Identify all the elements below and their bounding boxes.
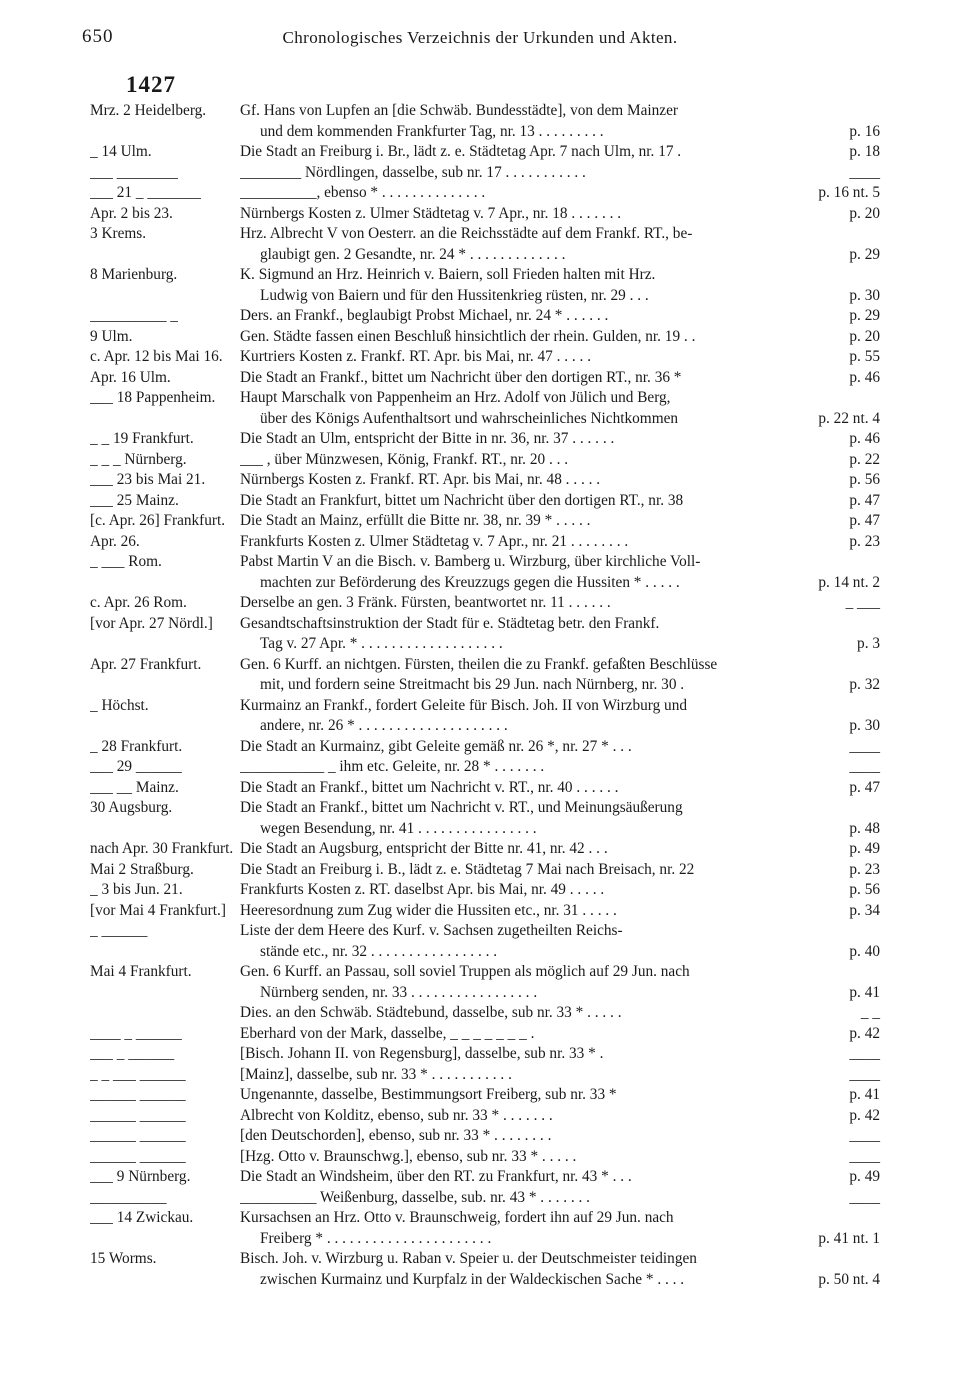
entry-text: zwischen Kurmainz und Kurpfalz in der Waldeckischen Sache * . . . . — [260, 1270, 685, 1288]
entry-text: machten zur Beförderung des Kreuzzugs gegen die Hussiten * . . . . . — [260, 573, 680, 591]
entry-line — [90, 757, 880, 778]
entry-text: und dem kommenden Frankfurter Tag, nr. 13 . . . . . . . . . — [260, 122, 604, 140]
entry-line — [90, 1208, 880, 1229]
entry-page-ref: p. 23 — [849, 860, 880, 878]
entry-text: Die Stadt an Frankf., bittet um Nachricht v. RT., nr. 40 . . . . . . — [240, 778, 619, 796]
entry-list — [90, 101, 880, 1290]
entry-page-ref: p. 49 — [849, 1168, 880, 1185]
entry-text: über des Königs Aufenthaltsort und wahrscheinliches Nichtkommen — [260, 409, 679, 427]
running-header — [0, 26, 960, 52]
entry-date-place: Apr. 26. — [90, 532, 140, 550]
entry-page-ref: p. 29 — [849, 245, 880, 263]
entry-line — [90, 1167, 880, 1188]
entry-date-place: ___ 29 ______ — [90, 758, 182, 775]
entry-line — [90, 224, 880, 245]
entry-date-place: ___ 18 Pappenheim. — [90, 389, 216, 406]
entry-page-ref: p. 18 — [849, 143, 880, 160]
entry-line — [90, 614, 880, 635]
entry-text: Haupt Marschalk von Pappenheim an Hrz. Adolf von Jülich und Berg, — [240, 389, 671, 406]
entry-page-ref: ____ — [849, 1147, 880, 1165]
entry-page-ref: p. 42 — [849, 1106, 880, 1124]
entry-text: Die Stadt an Frankf., bittet um Nachricht v. RT., und Meinungsäußerung — [240, 799, 683, 816]
entry-date-place: [vor Apr. 27 Nördl.] — [90, 614, 213, 632]
entry-date-place: 15 Worms. — [90, 1250, 157, 1267]
entry-line — [90, 1065, 880, 1086]
entry-text: [Hzg. Otto v. Braunschwg.], ebenso, sub nr. 33 * . . . . . — [240, 1147, 577, 1165]
entry-page-ref: p. 29 — [849, 307, 880, 324]
entry-text: Dies. an den Schwäb. Städtebund, dasselbe, sub nr. 33 * . . . . . — [240, 1004, 622, 1021]
entry-date-place: 8 Marienburg. — [90, 266, 178, 283]
entry-page-ref: ____ — [849, 1188, 880, 1206]
entry-line — [90, 1106, 880, 1127]
entry-line — [90, 1188, 880, 1209]
entry-text: Die Stadt an Mainz, erfüllt die Bitte nr. 38, nr. 39 * . . . . . — [240, 512, 591, 529]
entry-page-ref: ____ — [849, 737, 880, 755]
entry-line — [90, 265, 880, 286]
entry-text: Die Stadt an Frankfurt, bittet um Nachricht über den dortigen RT., nr. 38 — [240, 491, 684, 509]
entry-date-place: ___ 25 Mainz. — [90, 491, 179, 509]
entry-text: __________, ebenso * . . . . . . . . . . . . . . — [240, 184, 486, 201]
entry-text: wegen Besendung, nr. 41 . . . . . . . . . . . . . . . . — [260, 819, 537, 837]
entry-date-place: c. Apr. 12 bis Mai 16. — [90, 348, 223, 365]
entry-text: Die Stadt an Freiburg i. Br., lädt z. e. Städtetag Apr. 7 nach Ulm, nr. 17 . — [240, 143, 682, 160]
entry-line — [90, 163, 880, 184]
entry-page-ref: ____ — [849, 758, 880, 775]
entry-date-place: __________ _ — [90, 307, 178, 324]
entry-line — [90, 737, 880, 758]
entry-date-place: Mai 4 Frankfurt. — [90, 963, 192, 980]
entry-page-ref: p. 47 — [849, 512, 880, 529]
entry-line — [90, 962, 880, 983]
entry-page-ref: p. 40 — [849, 942, 880, 960]
entry-text: glaubigt gen. 2 Gesandte, nr. 24 * . . . . . . . . . . . . . — [260, 245, 566, 263]
entry-date-place: Apr. 27 Frankfurt. — [90, 655, 202, 673]
entry-text: [Bisch. Johann II. von Regensburg], dasselbe, sub nr. 33 * . — [240, 1045, 604, 1062]
entry-page-ref: p. 47 — [849, 491, 880, 509]
entry-line — [90, 552, 880, 573]
entry-text: Bisch. Joh. v. Wirzburg u. Raban v. Speier u. der Deutschmeister teidingen — [240, 1250, 697, 1267]
entry-line — [90, 696, 880, 717]
entry-page-ref: p. 56 — [849, 881, 880, 898]
entry-page-ref: _ _ — [860, 1004, 880, 1021]
entry-page-ref: ____ — [849, 1045, 880, 1062]
entry-text: mit, und fordern seine Streitmacht bis 29 Jun. nach Nürnberg, nr. 30 . — [260, 676, 685, 693]
entry-text: Liste der dem Heere des Kurf. v. Sachsen zugetheilten Reichs- — [240, 922, 623, 939]
entry-line — [90, 593, 880, 614]
entry-page-ref: p. 41 — [849, 983, 880, 1001]
entry-page-ref: p. 46 — [849, 430, 880, 447]
entry-text: andere, nr. 26 * . . . . . . . . . . . . . . . . . . . . — [260, 717, 508, 734]
entry-page-ref: p. 42 — [849, 1024, 880, 1042]
entry-line — [90, 142, 880, 163]
page-number: 650 — [82, 26, 114, 47]
entry-date-place: ___ _ ______ — [90, 1045, 175, 1062]
entry-line — [90, 470, 880, 491]
entry-date-place: Apr. 2 bis 23. — [90, 204, 173, 222]
entry-text: Die Stadt an Augsburg, entspricht der Bitte nr. 41, nr. 42 . . . — [240, 840, 608, 857]
entry-date-place: Mai 2 Straßburg. — [90, 860, 194, 878]
entry-date-place: Apr. 16 Ulm. — [90, 368, 171, 386]
entry-continuation-line — [90, 716, 880, 737]
entry-text: Gen. Städte fassen einen Beschluß hinsichtlich der rhein. Gulden, nr. 19 . . — [240, 327, 696, 345]
entry-text: Frankfurts Kosten z. RT. daselbst Apr. bis Mai, nr. 49 . . . . . — [240, 881, 605, 898]
entry-continuation-line — [90, 245, 880, 266]
entry-continuation-line — [90, 573, 880, 594]
entry-text: Ungenannte, dasselbe, Bestimmungsort Freiberg, sub nr. 33 * — [240, 1086, 617, 1103]
year-heading: 1427 — [126, 72, 176, 97]
entry-text: K. Sigmund an Hrz. Heinrich v. Baiern, soll Frieden halten mit Hrz. — [240, 266, 656, 283]
entry-page-ref: p. 3 — [857, 635, 880, 652]
entry-page-ref: ____ — [849, 1065, 880, 1083]
entry-page-ref: p. 56 — [849, 471, 880, 488]
entry-page-ref: p. 22 nt. 4 — [818, 409, 880, 427]
entry-continuation-line — [90, 983, 880, 1004]
entry-date-place: 30 Augsburg. — [90, 799, 173, 816]
entry-line — [90, 429, 880, 450]
entry-continuation-line — [90, 286, 880, 307]
entry-text: Nürnberg senden, nr. 33 . . . . . . . . . . . . . . . . . — [260, 983, 538, 1001]
entry-text: Die Stadt an Frankf., bittet um Nachricht über den dortigen RT., nr. 36 * — [240, 368, 682, 386]
entry-line — [90, 368, 880, 389]
entry-page-ref: p. 46 — [849, 368, 880, 386]
entry-line — [90, 798, 880, 819]
entry-date-place: ______ ______ — [90, 1086, 186, 1103]
entry-line — [90, 860, 880, 881]
entry-page-ref: p. 47 — [849, 778, 880, 796]
entry-date-place: ___ 21 _ _______ — [90, 184, 201, 201]
entry-text: [Mainz], dasselbe, sub nr. 33 * . . . . . . . . . . . — [240, 1065, 512, 1083]
entry-text: Albrecht von Kolditz, ebenso, sub nr. 33 * . . . . . . . — [240, 1106, 553, 1124]
entry-date-place: nach Apr. 30 Frankfurt. — [90, 840, 234, 857]
entry-continuation-line — [90, 819, 880, 840]
entry-date-place: Mrz. 2 Heidelberg. — [90, 102, 207, 119]
entry-text: Hrz. Albrecht V von Oesterr. an die Reichsstädte auf dem Frankf. RT., be- — [240, 225, 693, 242]
entry-line — [90, 183, 880, 204]
entry-text: Ders. an Frankf., beglaubigt Probst Michael, nr. 24 * . . . . . . — [240, 307, 609, 324]
entry-text: Freiberg * . . . . . . . . . . . . . . . . . . . . . . — [260, 1229, 492, 1247]
entry-page-ref: p. 49 — [849, 840, 880, 857]
entry-date-place: ____ _ ______ — [90, 1024, 182, 1042]
entry-date-place: ___ __ Mainz. — [90, 778, 179, 796]
entry-text: Gf. Hans von Lupfen an [die Schwäb. Bundesstädte], von dem Mainzer — [240, 102, 678, 119]
entry-text: Nürnbergs Kosten z. Ulmer Städtetag v. 7 Apr., nr. 18 . . . . . . . — [240, 204, 622, 222]
entry-continuation-line — [90, 942, 880, 963]
entry-text: ___________ _ ihm etc. Geleite, nr. 28 * . . . . . . . — [240, 758, 545, 775]
entry-page-ref: p. 23 — [849, 532, 880, 550]
entry-page-ref: p. 20 — [849, 327, 880, 345]
entry-date-place: ___ ________ — [90, 163, 178, 181]
entry-continuation-line — [90, 409, 880, 430]
entry-continuation-line — [90, 634, 880, 655]
entry-text: Derselbe an gen. 3 Fränk. Fürsten, beantwortet nr. 11 . . . . . . — [240, 594, 611, 611]
entry-line — [90, 901, 880, 922]
entry-line — [90, 655, 880, 676]
entry-page-ref: p. 30 — [849, 286, 880, 304]
entry-line — [90, 921, 880, 942]
entry-date-place: __________ — [90, 1188, 167, 1206]
entry-line — [90, 1003, 880, 1024]
entry-date-place: [c. Apr. 26] Frankfurt. — [90, 512, 226, 529]
entry-page-ref: p. 30 — [849, 717, 880, 734]
entry-continuation-line — [90, 1270, 880, 1291]
entry-line — [90, 1147, 880, 1168]
entry-text: __________ Weißenburg, dasselbe, sub. nr. 43 * . . . . . . . — [240, 1188, 591, 1206]
entry-date-place: [vor Mai 4 Frankfurt.] — [90, 901, 226, 919]
entry-line — [90, 101, 880, 122]
entry-line — [90, 1249, 880, 1270]
entry-page-ref: ____ — [849, 1127, 880, 1144]
entry-continuation-line — [90, 1229, 880, 1250]
entry-date-place: 3 Krems. — [90, 225, 147, 242]
entry-date-place: _ ______ — [90, 922, 148, 939]
entry-page-ref: p. 16 nt. 5 — [818, 184, 880, 201]
entry-date-place: ___ 9 Nürnberg. — [90, 1168, 191, 1185]
entry-text: Kurmainz an Frankf., fordert Geleite für Bisch. Joh. II von Wirzburg und — [240, 696, 687, 714]
entry-date-place: 9 Ulm. — [90, 327, 133, 345]
entry-text: Kurtriers Kosten z. Frankf. RT. Apr. bis Mai, nr. 47 . . . . . — [240, 348, 592, 365]
entry-date-place: ___ 23 bis Mai 21. — [90, 471, 206, 488]
entry-date-place: ______ ______ — [90, 1147, 186, 1165]
entry-text: Die Stadt an Ulm, entspricht der Bitte in nr. 36, nr. 37 . . . . . . — [240, 430, 615, 447]
entry-text: Kursachsen an Hrz. Otto v. Braunschweig, fordert ihn auf 29 Jun. nach — [240, 1209, 674, 1226]
running-title: Chronologisches Verzeichnis der Urkunden und Akten. — [282, 28, 678, 47]
entry-line — [90, 388, 880, 409]
entry-date-place: c. Apr. 26 Rom. — [90, 594, 187, 611]
entry-date-place: _ 28 Frankfurt. — [90, 737, 183, 755]
entry-line — [90, 1044, 880, 1065]
entry-page-ref: p. 22 — [849, 450, 880, 468]
entry-continuation-line — [90, 675, 880, 696]
entry-line — [90, 306, 880, 327]
entry-page-ref: p. 50 nt. 4 — [818, 1270, 880, 1288]
entry-text: ___ , über Münzwesen, König, Frankf. RT., nr. 20 . . . — [240, 450, 569, 468]
entry-line — [90, 491, 880, 512]
entry-date-place: ______ ______ — [90, 1127, 186, 1144]
entry-text: Die Stadt an Kurmainz, gibt Geleite gemäß nr. 26 *, nr. 27 * . . . — [240, 737, 632, 755]
entry-line — [90, 1085, 880, 1106]
entry-page-ref: _ ___ — [845, 594, 880, 611]
entry-text: Gesandtschaftsinstruktion der Stadt für e. Städtetag betr. den Frankf. — [240, 614, 660, 632]
entry-page-ref: p. 34 — [849, 901, 880, 919]
entry-text: [den Deutschorden], ebenso, sub nr. 33 * . . . . . . . . — [240, 1127, 552, 1144]
entry-page-ref: p. 55 — [849, 348, 880, 365]
entry-line — [90, 778, 880, 799]
entry-text: Gen. 6 Kurff. an Passau, soll soviel Truppen als möglich auf 29 Jun. nach — [240, 963, 690, 980]
entry-date-place: _ 3 bis Jun. 21. — [90, 881, 183, 898]
entry-line — [90, 1126, 880, 1147]
entry-date-place: ______ ______ — [90, 1106, 186, 1124]
entry-line — [90, 450, 880, 471]
entry-line — [90, 1024, 880, 1045]
entry-text: Ludwig von Baiern und für den Hussitenkrieg rüsten, nr. 29 . . . — [260, 286, 649, 304]
entry-text: Eberhard von der Mark, dasselbe, _ _ _ _ _ _ _ . — [240, 1024, 535, 1042]
entry-date-place: _ _ _ Nürnberg. — [90, 450, 187, 468]
entry-text: Heeresordnung zum Zug wider die Hussiten etc., nr. 31 . . . . . — [240, 901, 617, 919]
entry-page-ref: ____ — [849, 163, 880, 181]
entry-page-ref: p. 20 — [849, 204, 880, 222]
entry-line — [90, 839, 880, 860]
entry-page-ref: p. 14 nt. 2 — [818, 573, 880, 591]
entry-date-place: _ Höchst. — [90, 696, 149, 714]
entry-date-place: _ ___ Rom. — [90, 553, 162, 570]
entry-text: Pabst Martin V an die Bisch. v. Bamberg u. Wirzburg, über kirchliche Voll- — [240, 553, 701, 570]
entry-text: Die Stadt an Freiburg i. B., lädt z. e. Städtetag 7 Mai nach Breisach, nr. 22 — [240, 860, 695, 878]
entry-line — [90, 204, 880, 225]
entry-continuation-line — [90, 122, 880, 143]
entry-date-place: ___ 14 Zwickau. — [90, 1209, 194, 1226]
entry-page-ref: p. 16 — [849, 122, 880, 140]
entry-text: Tag v. 27 Apr. * . . . . . . . . . . . . . . . . . . . — [260, 635, 503, 652]
entry-text: stände etc., nr. 32 . . . . . . . . . . . . . . . . . — [260, 942, 498, 960]
entry-line — [90, 511, 880, 532]
entry-text: Die Stadt an Windsheim, über den RT. zu Frankfurt, nr. 43 * . . . — [240, 1168, 632, 1185]
entry-text: ________ Nördlingen, dasselbe, sub nr. 17 . . . . . . . . . . . — [240, 163, 586, 181]
entry-text: Frankfurts Kosten z. Ulmer Städtetag v. 7 Apr., nr. 21 . . . . . . . . — [240, 532, 629, 550]
entry-text: Gen. 6 Kurff. an nichtgen. Fürsten, theilen die zu Frankf. gefaßten Beschlüsse — [240, 655, 718, 673]
entry-date-place: _ _ ___ ______ — [90, 1065, 186, 1083]
entry-text: Nürnbergs Kosten z. Frankf. RT. Apr. bis Mai, nr. 48 . . . . . — [240, 471, 601, 488]
entry-line — [90, 327, 880, 348]
entry-line — [90, 880, 880, 901]
entry-line — [90, 347, 880, 368]
entry-page-ref: p. 32 — [849, 676, 880, 693]
entry-page-ref: p. 41 — [849, 1086, 880, 1103]
entry-line — [90, 532, 880, 553]
entry-page-ref: p. 48 — [849, 819, 880, 837]
entry-page-ref: p. 41 nt. 1 — [818, 1229, 880, 1247]
entry-date-place: _ 14 Ulm. — [90, 143, 152, 160]
entry-date-place: _ _ 19 Frankfurt. — [90, 430, 194, 447]
